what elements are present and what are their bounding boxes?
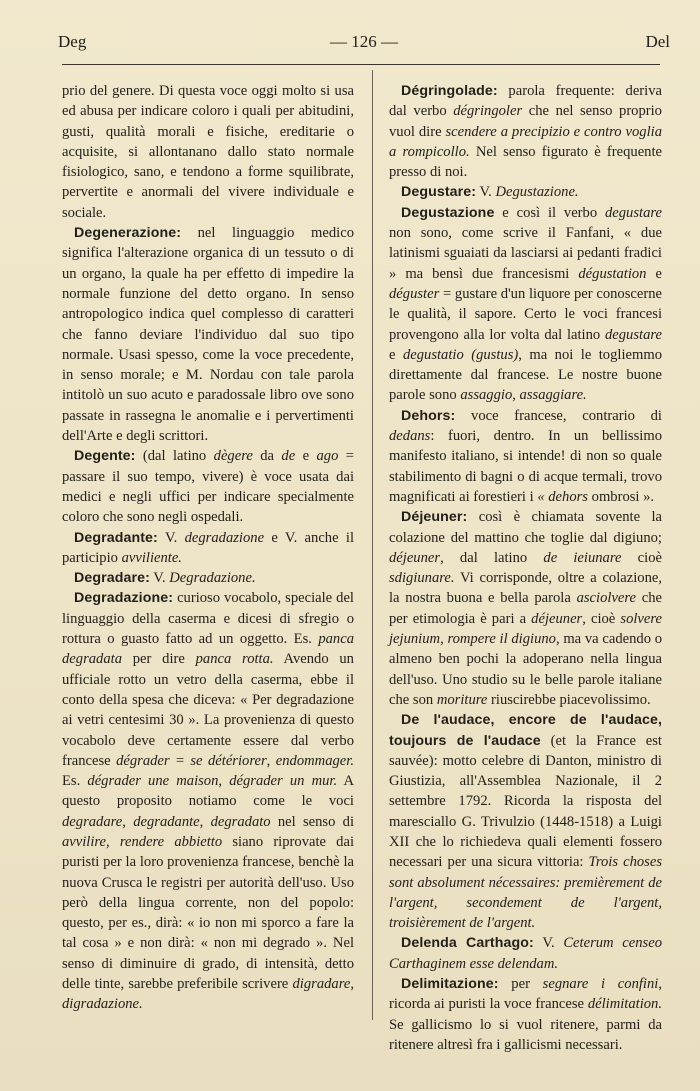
entry-headword: Degradante: bbox=[74, 529, 158, 546]
entry-text: , ricorda ai puristi la voce francese bbox=[389, 976, 662, 1013]
entry-text: riuscirebbe piacevolissimo. bbox=[487, 691, 651, 708]
entry-italic-text: degradante bbox=[133, 813, 200, 830]
entry-italic-text: Ceterum censeo Carthaginem esse delendam. bbox=[389, 935, 662, 972]
entry-text: , bbox=[106, 833, 120, 850]
entry-headword: Degustazione bbox=[401, 204, 495, 221]
entry-italic-text: dègere bbox=[213, 448, 253, 465]
entry-text: Vi corrisponde, oltre a colazione, la nostra buona e bella parola bbox=[389, 570, 662, 607]
entry-italic-text: déjeuner bbox=[389, 549, 441, 566]
entry-italic-text: digradare bbox=[292, 976, 351, 993]
entry-italic-text: segnare i confini bbox=[542, 976, 659, 993]
entry-headword: Delenda Carthago: bbox=[401, 935, 534, 952]
entry-text: e bbox=[646, 265, 662, 282]
entry-italic-text: dégrader un mur. bbox=[229, 773, 338, 790]
entry-text: , bbox=[512, 387, 520, 404]
entry-italic-text: degustatio (gustus) bbox=[402, 346, 519, 363]
entry-text: , bbox=[218, 773, 230, 790]
entry-text: nel senso di bbox=[270, 813, 355, 830]
entry-text: , bbox=[440, 631, 448, 648]
entry-text: cioè bbox=[621, 549, 662, 566]
entry-text: per bbox=[498, 976, 543, 993]
entry-text: Nel senso figurato è frequente presso di noi. bbox=[389, 143, 662, 181]
header-rule bbox=[62, 64, 660, 65]
dictionary-entry bbox=[62, 81, 354, 223]
entry-text: , cioè bbox=[582, 610, 621, 627]
dictionary-entry bbox=[389, 203, 662, 406]
entry-text: e V. anche il participio bbox=[62, 529, 355, 566]
entry-headword: Degenerazione: bbox=[74, 225, 182, 242]
entry-text: che nel senso proprio vuol dire bbox=[389, 103, 662, 140]
entry-text: che per etimologia è pari a bbox=[389, 590, 663, 627]
entry-text: e bbox=[389, 346, 403, 363]
entry-text: , ma noi le togliemmo direttamente dal francese. Le nostre buone parole sono bbox=[389, 346, 662, 404]
right-column bbox=[389, 81, 662, 1055]
entry-headword: Dégringolade: bbox=[401, 83, 498, 99]
entry-text: siano riprovate dai puristi per la loro provenienza francese, benchè la nuova Crusca le registri per autorità dell'uso. Uso però della lingua corrente, non del popolo: questo, per es., dirà: « io non mi sporco a fare la tal cosa » e non dirà: « non mi degrado ». Nel senso di diminuire di grado, di intensità, detto delle tinte, sarebbe preferibile scrivere bbox=[62, 833, 355, 993]
page-number: — 126 — bbox=[330, 32, 398, 51]
entry-text: prio del genere. Di questa voce oggi molto si usa ed abusa per indicare coloro i quali per abitudini, gusti, qualità morali e fisiche, ereditarie o acquisite, si allontanano dallo stato normale fisiologico, sano, e tendono a forme squilibrate, pervertite e anormali del vivere individuale e sociale. bbox=[62, 83, 354, 221]
entry-italic-text: scendere a precipizio e contro voglia a rompicollo. bbox=[389, 123, 662, 160]
entry-text: e bbox=[295, 448, 317, 465]
entry-text: A questo proposito notiamo come le voci bbox=[62, 773, 354, 810]
entry-text: voce francese, contrario di bbox=[455, 407, 662, 424]
entry-italic-text: solvere jejunium bbox=[389, 610, 662, 648]
entry-headword: Dehors: bbox=[401, 407, 456, 424]
dictionary-entry bbox=[389, 974, 662, 1055]
entry-text: , bbox=[350, 976, 354, 993]
entry-text: parola frequente: deriva dal verbo bbox=[389, 83, 662, 120]
entry-italic-text: degustare bbox=[604, 204, 662, 221]
entry-italic-text: délimitation. bbox=[587, 996, 662, 1013]
entry-italic-text: dégrader = se détériorer bbox=[116, 752, 267, 769]
entry-text: da bbox=[252, 448, 282, 465]
entry-headword: De l'audace, encore de l'audace, toujours de l'audace bbox=[389, 712, 662, 749]
column-divider bbox=[372, 70, 373, 1020]
entry-text: non sono, come scrive il Fanfani, « due latinismi sguaiati da lasciarsi ai pedanti fradici » ma bensì due francesismi bbox=[389, 225, 662, 282]
entry-text: Avendo un ufficiale rotto un vetro della caserma, ebbe il conto della spesa che diceva: « Per degradazione ai vetri centesimi 30 ». La provenienza di questo vocabolo deve certamente essere dal verbo francese bbox=[62, 651, 354, 769]
entry-italic-text: dégrader une maison bbox=[87, 773, 219, 790]
entry-text: V. bbox=[149, 570, 170, 587]
entry-text: (dal latino bbox=[135, 448, 214, 465]
entry-headword: Degradare: bbox=[74, 570, 150, 587]
entry-italic-text: sdigiunare. bbox=[389, 570, 455, 587]
entry-italic-text: digradazione. bbox=[62, 996, 143, 1013]
entry-text: e così il verbo bbox=[494, 204, 605, 221]
entry-italic-text: panca rotta. bbox=[195, 651, 274, 668]
page-header bbox=[58, 32, 670, 56]
dictionary-entry bbox=[62, 528, 354, 569]
entry-italic-text: ago bbox=[316, 448, 339, 465]
entry-italic-text: degradato bbox=[210, 813, 271, 830]
entry-text: curioso vocabolo, speciale del linguaggio della caserma e dicesi di sfregio o rottura o guasto fatto ad un oggetto. Es. bbox=[62, 590, 354, 648]
entry-italic-text: Trois choses sont absolument nécessaires: premièrement de l'argent, secondement de l'argent, troisièrement de l'argent. bbox=[389, 854, 662, 932]
entry-italic-text: dégringoler bbox=[453, 103, 523, 120]
entry-italic-text: asciolvere bbox=[576, 590, 637, 607]
header-left-guide-word: Deg bbox=[58, 32, 87, 51]
entry-text: V. bbox=[157, 529, 185, 546]
entry-italic-text: déjeuner bbox=[531, 610, 583, 627]
entry-text: : fuori, dentro. In un bellissimo manifesto italiano, si intende! di non so quale stabilimento di bagni o di acque termali, trovo magnificati ai forestieri i bbox=[389, 428, 662, 505]
dictionary-entry bbox=[389, 182, 662, 202]
entry-italic-text: degradare bbox=[62, 813, 123, 830]
entry-text: = passare il suo tempo, vivere) è voce usata dai medici e negli uffici per indicare specialmente coloro che sono negli ospedali. bbox=[62, 448, 355, 526]
entry-italic-text: avviliente. bbox=[121, 549, 182, 566]
entry-headword: Degradazione: bbox=[74, 590, 174, 607]
entry-italic-text: déguster bbox=[389, 285, 440, 302]
entry-text: , bbox=[199, 813, 211, 830]
entry-text: Se gallicismo lo si vuol ritenere, parmi da ritenere altresì fra i gallicismi necessari. bbox=[389, 1016, 662, 1053]
dictionary-entry bbox=[62, 568, 354, 588]
entry-text: V. bbox=[476, 184, 496, 201]
entry-italic-text: assaggio bbox=[460, 387, 513, 404]
entry-text: = gustare d'un liquore per conoscerne le qualità, il sapore. Certo le voci francesi provengono alla lor volta dal latino bbox=[389, 285, 662, 343]
entry-headword: Déjeuner: bbox=[401, 509, 468, 526]
entry-text: , bbox=[122, 813, 134, 830]
entry-italic-text: Degustazione. bbox=[495, 184, 579, 201]
entry-italic-text: dedans bbox=[389, 428, 431, 445]
header-right-guide-word: Del bbox=[645, 32, 670, 51]
entry-text: per dire bbox=[122, 651, 196, 668]
entry-italic-text: rendere abbietto bbox=[119, 833, 223, 850]
dictionary-entry bbox=[389, 81, 662, 182]
entry-italic-text: assaggiare. bbox=[519, 387, 587, 404]
entry-text: (et la France est sauvée): motto celebre di Danton, ministro di Giustizia, all'Assemblea Nazionale, il 2 settembre 1792. Ricorda la risposta del maresciallo G. Trivulzio (1448-1518) a Luigi XII che lo richiedeva quali elementi fossero necessari per una sicura vittoria: bbox=[389, 732, 662, 871]
entry-headword: Delimitazione: bbox=[401, 976, 499, 993]
entry-italic-text: « dehors bbox=[537, 488, 588, 505]
entry-headword: Degente: bbox=[74, 448, 136, 465]
entry-italic-text: avvilire bbox=[62, 833, 107, 850]
entry-italic-text: moriture bbox=[436, 691, 488, 708]
entry-italic-text: Degradazione. bbox=[169, 570, 256, 587]
entry-text: ombrosi ». bbox=[588, 488, 655, 505]
left-column bbox=[62, 81, 354, 1015]
dictionary-entry bbox=[389, 507, 662, 710]
dictionary-entry bbox=[389, 933, 662, 974]
entry-text: V. bbox=[533, 935, 564, 952]
entry-italic-text: dégustation bbox=[578, 265, 647, 282]
dictionary-entry bbox=[62, 446, 354, 527]
entry-text: , ma va cadendo o almeno ben pochi la adoperano nella lingua dell'uso. Uno studio su le belle parole italiane che son bbox=[389, 631, 663, 708]
entry-text: , dal latino bbox=[440, 549, 544, 566]
entry-text: nel linguaggio medico significa l'alterazione organica di un tessuto o di un organo, la quale ha per effetto di impedire la normale funzione del detto organo. In senso antropologico indica quel complesso di caratteri che fanno deviare l'individuo dal suo tipo normale. Usasi spesso, come la voce precedente, in senso morale; e M. Nordau con tale parola intitolò un suo acuto e paradossale libro ove sono passate in rassegna le anomalie e i pervertimenti dell'Arte e degli scrittori. bbox=[62, 225, 354, 445]
entry-italic-text: de ieiunare bbox=[543, 549, 622, 566]
entry-italic-text: degustare bbox=[604, 326, 662, 343]
entry-text: Es. bbox=[62, 773, 88, 790]
entry-italic-text: endommager. bbox=[275, 752, 354, 769]
entry-text: così è chiamata sovente la colazione del mattino che toglie dal digiuno; bbox=[389, 509, 662, 546]
entry-text: , bbox=[266, 752, 276, 769]
dictionary-entry bbox=[62, 588, 354, 1014]
entry-italic-text: rompere il digiuno bbox=[447, 631, 556, 648]
dictionary-entry bbox=[389, 710, 662, 933]
dictionary-entry bbox=[389, 406, 662, 507]
entry-italic-text: de bbox=[281, 448, 296, 465]
entry-italic-text: panca degradata bbox=[62, 631, 354, 668]
entry-italic-text: degradazione bbox=[184, 529, 265, 546]
entry-headword: Degustare: bbox=[401, 184, 477, 201]
dictionary-entry bbox=[62, 223, 354, 446]
